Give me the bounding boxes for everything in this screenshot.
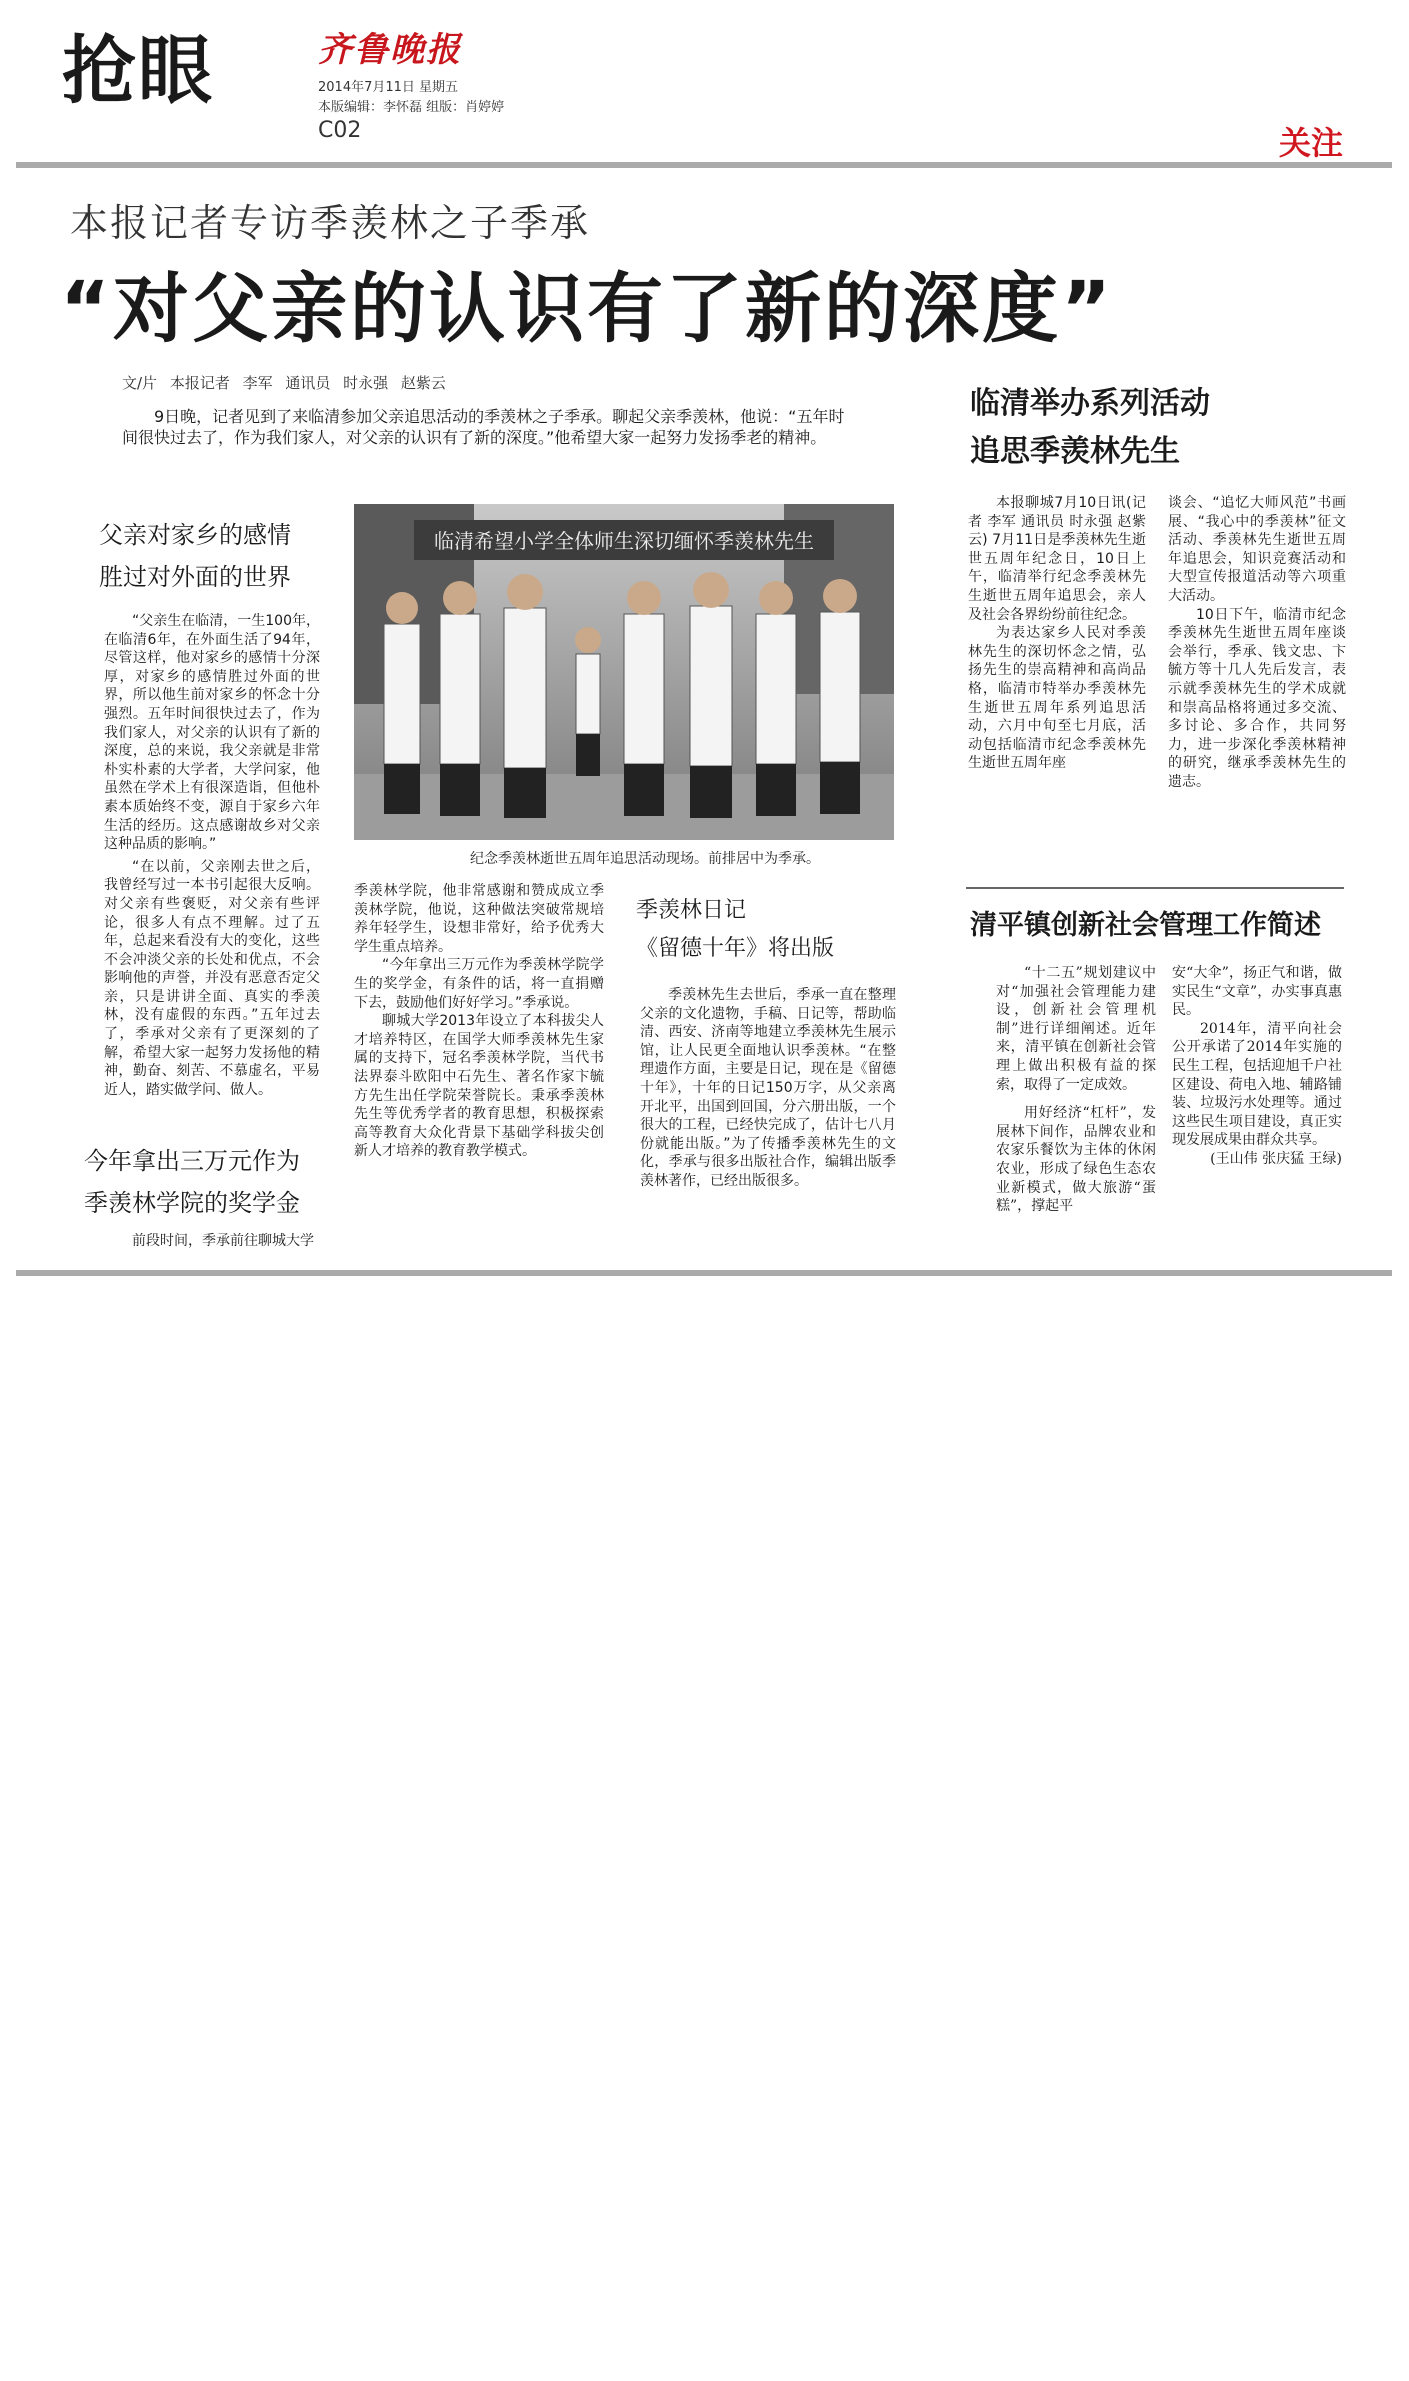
lead-headline: “对父亲的认识有了新的深度” [60,264,1114,353]
paragraph: 季羡林学院，他非常感谢和赞成成立季羡林学院，他说，这种做法突破常规培养年轻学生，设想非常好，给予优秀大学生重点培养。 [354,883,604,955]
paragraph: “十二五”规划建议中对“加强社会管理能力建设，创新社会管理机制”进行详细阐述。近年来，清平镇在创新社会管理上做出积极有益的探索，取得了一定成效。 [996,965,1156,1093]
paragraph: 聊城大学2013年设立了本科拔尖人才培养特区，在国学大师季羡林先生家属的支持下，冠名季羡林学院，当代书法界泰斗欧阳中石先生、著名作家卞毓方先生出任学院荣誉院长。秉承季羡林先生等优秀学者的教育思想，积极探索高等教育大众化背景下基础学科拔尖创新人才培养的教育教学模式。 [354,1013,604,1160]
photo-banner-text: 临清希望小学全体师生深切缅怀季羡林先生 [434,529,814,553]
paragraph: 10日下午，临清市纪念季羡林先生逝世五周年座谈会举行，季承、钱文忠、卞毓方等十几人先后发言，表示就季羡林先生的学术成就和崇高品格将通过多交流、多讨论、多合作，共同努力，进一步深化季羡林精神的研究，继承季羡林先生的遗志。 [1168,606,1346,790]
story3-right-column [1172,964,1342,1169]
paragraph: 谈会、“追忆大师风范”书画展、“我心中的季羡林”征文活动、季羡林先生逝世五周年追思会，知识竞赛活动和大型宣传报道活动等六项重大活动。 [1168,495,1346,604]
editors-credit: 本版编辑：李怀磊 组版：肖婷婷 [318,100,505,115]
paragraph: 用好经济“杠杆”，发展林下间作，品牌农业和农家乐餐饮为主体的休闲农业，形成了绿色生态农业新模式，做大旅游“蛋糕”，撑起平 [996,1105,1156,1215]
subhead-scholarship: 今年拿出三万元作为 季羡林学院的奖学金 [84,1147,300,1217]
lead-byline: 文/片 本报记者 李军 通讯员 时永强 赵紫云 [122,374,446,392]
bottom-rule [16,1270,1392,1276]
section-name: 抢眼 [62,28,214,114]
story3-title: 清平镇创新社会管理工作简述 [970,910,1321,941]
paragraph: “父亲生在临清，一生100年，在临清6年，在外面生活了94年，尽管这样，他对家乡的感情十分深厚，对家乡的感情胜过外面的世界，所以他生前对家乡的怀念十分强烈。五年时间很快过去了，作为我们家人，对父亲的认识有了新的深度，总的来说，我父亲就是非常朴实朴素的大学者，大学问家，他虽然在学术上有很深造诣，但他朴素本质始终不变，源自于家乡六年生活的经历。这点感谢故乡对父亲这种品质的影响。” [104,613,320,853]
subhead-hometown: 父亲对家乡的感情 胜过对外面的世界 [99,521,291,591]
paragraph: 季羡林先生去世后，季承一直在整理父亲的文化遗物，手稿、日记等，帮助临清、西安、济南等地建立季羡林先生展示馆，让人民更全面地认识季羡林。“在整理遗作方面，主要是日记，现在是《留德十年》，十年的日记150万字，从父亲离开北平，出国到回国，分六册出版，一个很大的工程，已经快完成了，估计七八月份就能出版。”为了传播季羡林先生的文化，季承与很多出版社合作，编辑出版季羡林著作，已经出版很多。 [640,987,896,1189]
lead-paragraph: 9日晚，记者见到了来临清参加父亲追思活动的季羡林之子季承。聊起父亲季羡林，他说：“五年时间很快过去了，作为我们家人，对父亲的认识有了新的深度。”他希望大家一起努力发扬季老的精神。 [122,407,845,447]
paragraph: “今年拿出三万元作为季羡林学院学生的奖学金，有条件的话，将一直捐赠下去，鼓励他们好好学习。”季承说。 [354,957,604,1011]
section-tag: 关注 [1278,124,1343,162]
paragraph: 为表达家乡人民对季羡林先生的深切怀念之情，弘扬先生的崇高精神和高尚品格，临清市特举办季羡林先生逝世五周年系列追思活动，六月中旬至七月底，活动包括临清市纪念季羡林先生逝世五周年座 [968,625,1146,772]
issue-date: 2014年7月11日 星期五 [318,80,459,95]
paragraph: 2014年，清平向社会公开承诺了2014年实施的民生工程，包括迎旭千户社区建设、荷电入地、辅路铺装、垃圾污水处理等。通过这些民生项目建设，真正实现发展成果由群众共享。 [1172,1020,1342,1149]
photo-image [354,504,894,840]
lead-kicker: 本报记者专访季羡林之子季承 [70,201,591,245]
event-photo [354,504,894,840]
column-3-text [640,986,896,1191]
paragraph: 安“大伞”，扬正气和谐，做实民生“文章”，办实事真惠民。 [1172,965,1342,1019]
paragraph: 本报聊城7月10日讯(记者 李军 通讯员 时永强 赵紫云) 7月11日是季羡林先生逝世五周年纪念日，10日上午，临清举行纪念季羡林先生逝世五周年追思会，亲人及社会各界纷纷前往纪念。 [968,495,1146,623]
story2-right-column [1168,494,1346,792]
top-rule [16,162,1392,168]
story3-left-column [996,964,1156,1216]
column-1b-text [104,1232,320,1251]
column-2-text [354,882,604,1161]
paragraph: 前段时间，季承前往聊城大学 [132,1233,314,1249]
story2-title: 临清举办系列活动 追思季羡林先生 [970,386,1210,469]
paragraph: “在以前，父亲刚去世之后，我曾经写过一本书引起很大反响。对父亲有些褒贬，对父亲有些评论，很多人有点不理解。过了五年，总起来看没有大的变化，这些不会冲淡父亲的长处和优点，不会影响他的声誉，并没有恶意否定父亲，只是讲讲全面、真实的季羡林，没有虚假的东西。”五年过去了，季承对父亲有了更深刻的了解，希望大家一起努力发扬他的精神，勤奋、刻苦、不慕虚名，平易近人，踏实做学问、做人。 [104,858,320,1098]
masthead-logo: 齐鲁晚报 [318,30,462,70]
story2-left-column [968,494,1146,773]
reporter-credit: (王山伟 张庆猛 王绿) [1210,1150,1342,1167]
story-divider [966,887,1344,889]
page-number: C02 [318,118,362,143]
photo-caption: 纪念季羡林逝世五周年追思活动现场。前排居中为季承。 [470,851,820,867]
subhead-diary: 季羡林日记 《留德十年》将出版 [636,898,835,961]
column-1-text [104,612,320,1099]
